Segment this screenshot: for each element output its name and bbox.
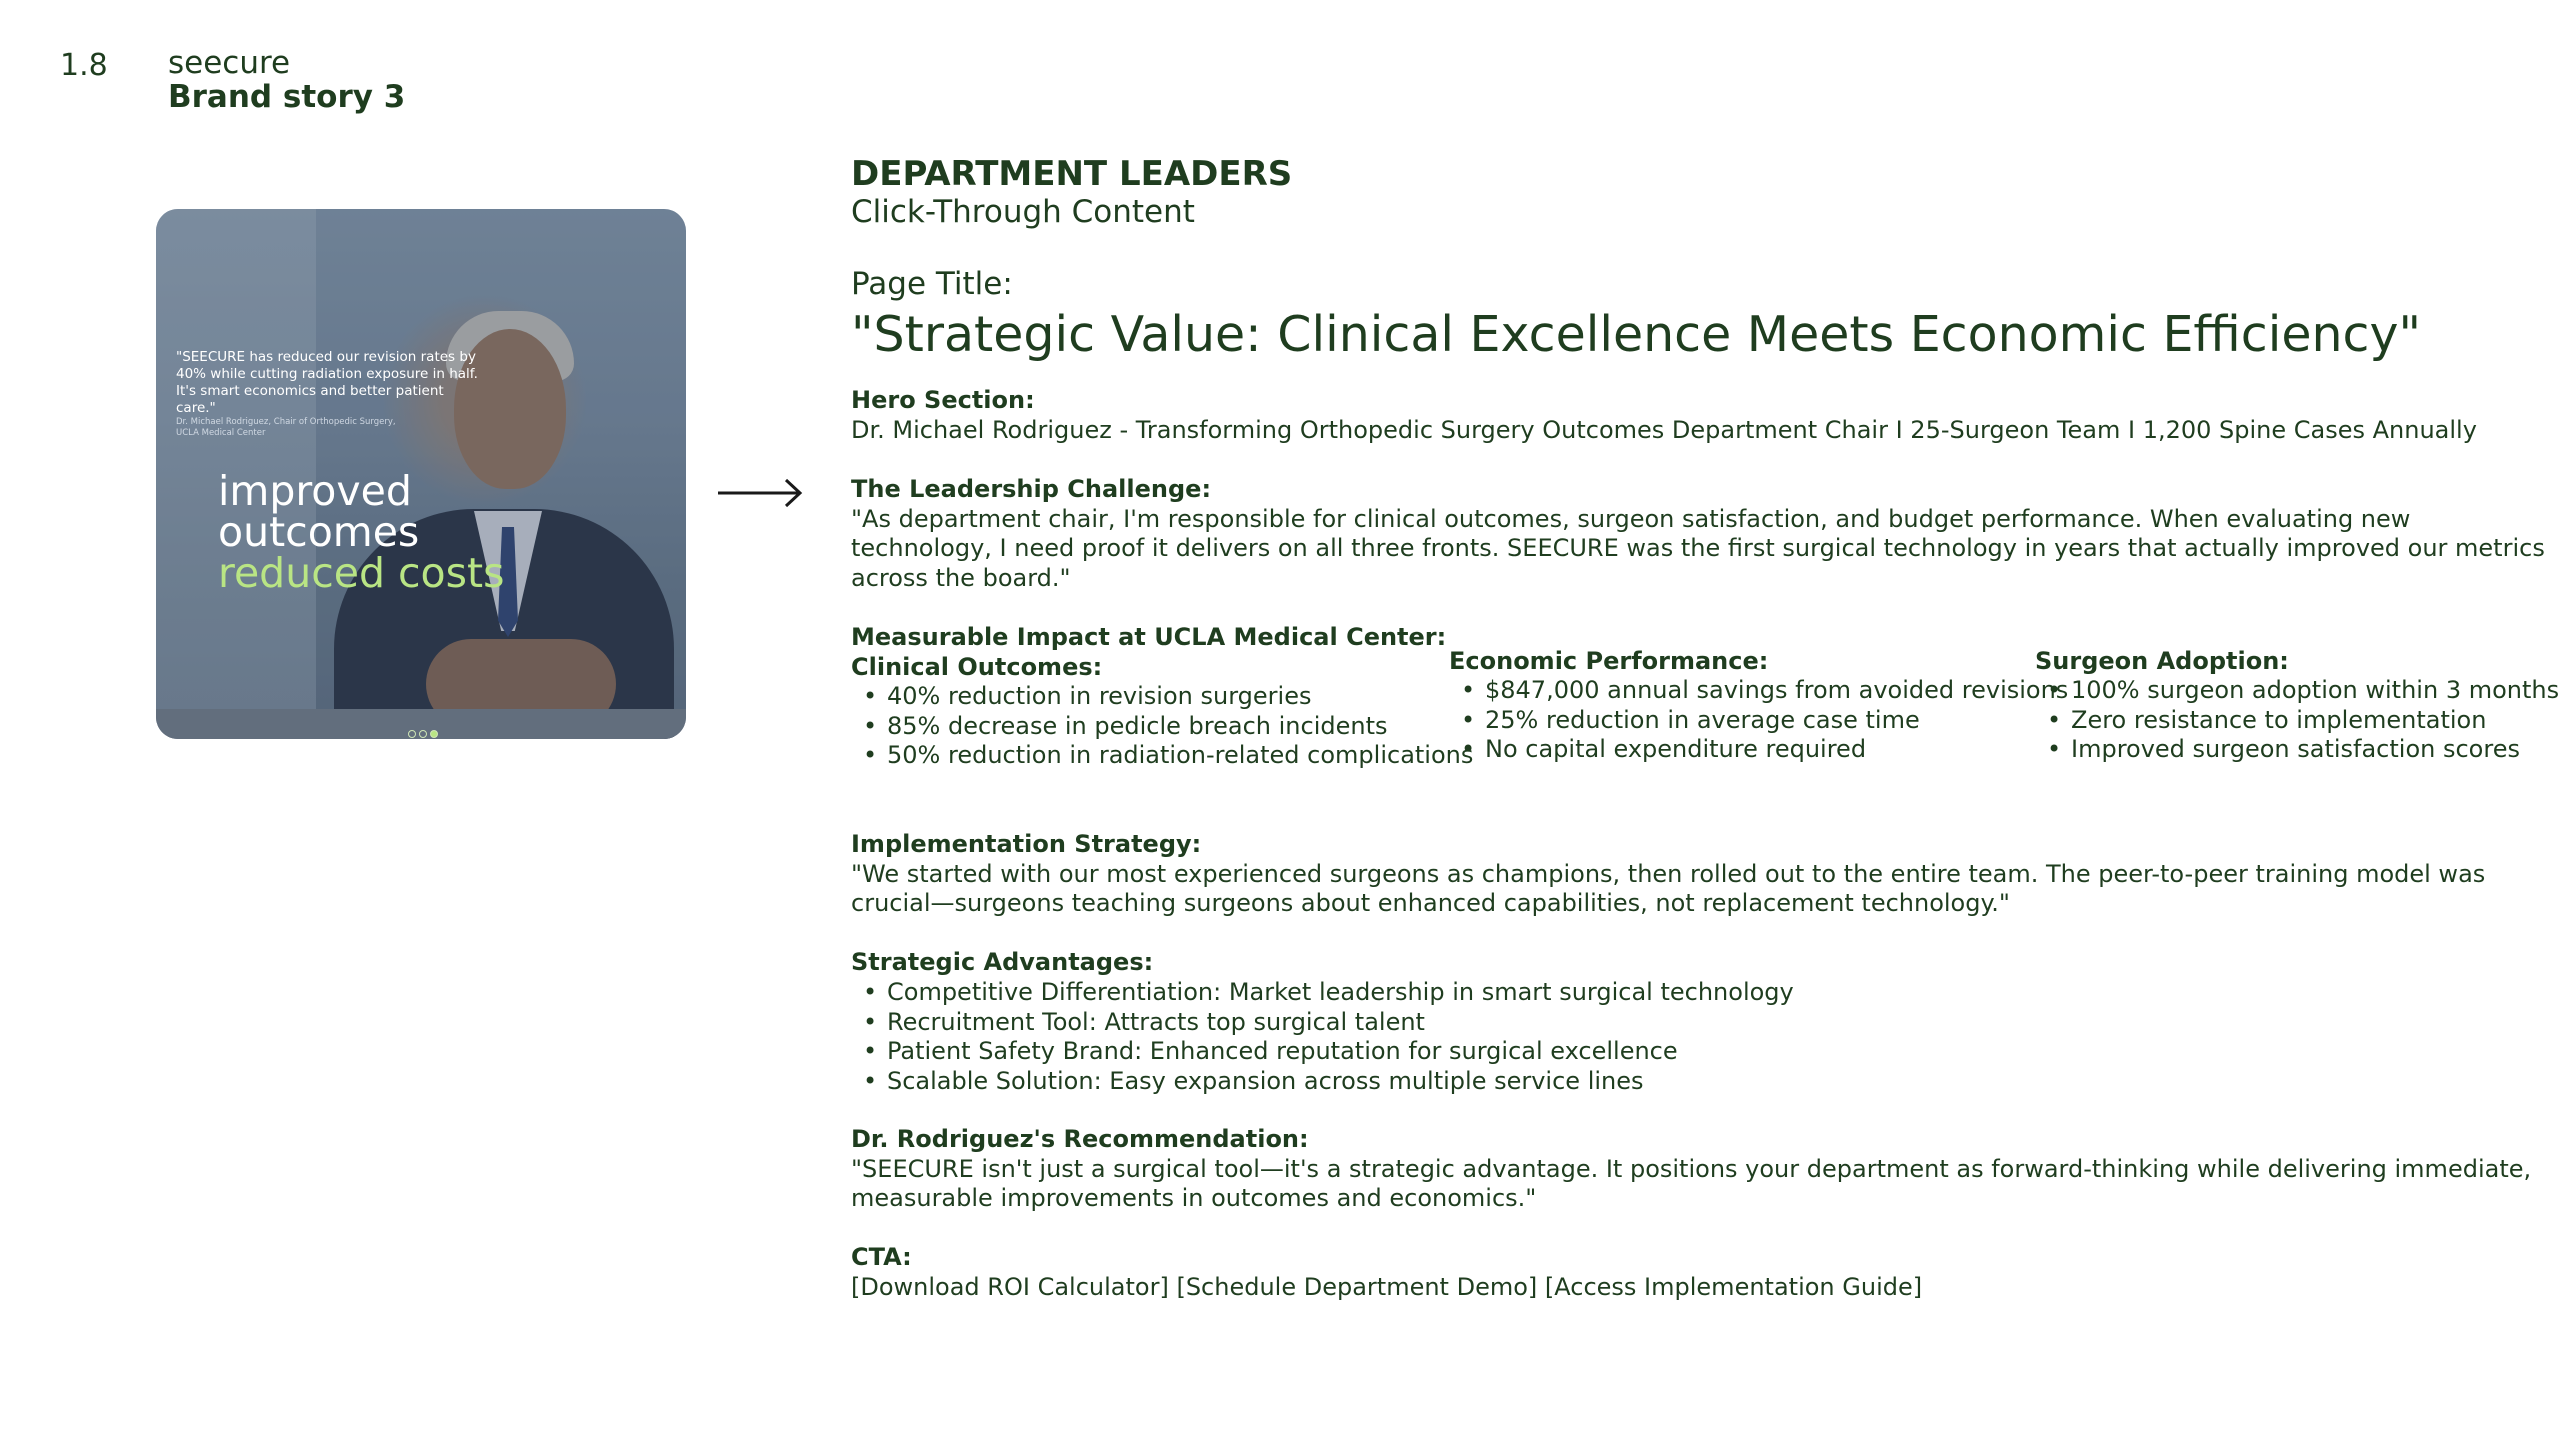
list-item: • 40% reduction in revision surgeries (851, 682, 1473, 712)
recommendation-heading: Dr. Rodriguez's Recommendation: (851, 1125, 1309, 1153)
page-number: 1.8 (60, 48, 108, 83)
list-item: • 25% reduction in average case time (1449, 706, 2068, 736)
headline-line-3: reduced costs (218, 549, 505, 597)
carousel-dot-active[interactable] (430, 730, 438, 738)
headline-line-1: improved (218, 467, 412, 515)
economic-heading: Economic Performance: (1449, 647, 1769, 675)
implementation-guide-button[interactable]: [Access Implementation Guide] (1544, 1273, 1923, 1301)
economic-list (1449, 676, 2068, 765)
brand-block (168, 46, 405, 114)
list-item: • 85% decrease in pedicle breach incidents (851, 712, 1473, 742)
list-item: • Patient Safety Brand: Enhanced reputation for surgical excellence (851, 1037, 1794, 1067)
headline-line-2: outcomes (218, 508, 420, 556)
clinical-heading: Clinical Outcomes: (851, 653, 1103, 681)
challenge-heading: The Leadership Challenge: (851, 475, 1212, 503)
page-title: "Strategic Value: Clinical Excellence Meets Economic Efficiency" (851, 306, 2422, 363)
challenge-line: technology, I need proof it delivers on all three fronts. SEECURE was the first surgical technology in years that actually improved our metrics (851, 534, 2545, 562)
carousel-dot[interactable] (419, 730, 427, 738)
challenge-line: "As department chair, I'm responsible for clinical outcomes, surgeon satisfaction, and budget performance. When evaluating new (851, 505, 2411, 533)
right-arrow-icon (716, 476, 804, 514)
page-title-label: Page Title: (851, 266, 1013, 302)
carousel-dot[interactable] (408, 730, 416, 738)
card-quote: "SEECURE has reduced our revision rates by 40% while cutting radiation exposure in half. It's smart economics and better patient care." (176, 349, 478, 416)
list-item: • Recruitment Tool: Attracts top surgical talent (851, 1008, 1794, 1038)
list-item: • Improved surgeon satisfaction scores (2035, 735, 2559, 765)
list-item: • Zero resistance to implementation (2035, 706, 2559, 736)
brand-subtitle: Brand story 3 (168, 79, 406, 115)
list-item: • 50% reduction in radiation-related complications (851, 741, 1473, 771)
recommendation-line: measurable improvements in outcomes and economics." (851, 1184, 1537, 1212)
list-item: • Scalable Solution: Easy expansion across multiple service lines (851, 1067, 1794, 1097)
carousel-dots[interactable] (408, 723, 441, 739)
hero-image-card (156, 209, 686, 739)
list-item: • 100% surgeon adoption within 3 months (2035, 676, 2559, 706)
advantages-list (851, 978, 1794, 1096)
impact-heading: Measurable Impact at UCLA Medical Center: (851, 623, 1447, 651)
implementation-heading: Implementation Strategy: (851, 830, 1202, 858)
advantages-heading: Strategic Advantages: (851, 948, 1154, 976)
adoption-heading: Surgeon Adoption: (2035, 647, 2289, 675)
cta-row (851, 1273, 1922, 1303)
schedule-demo-button[interactable]: [Schedule Department Demo] (1176, 1273, 1538, 1301)
clinical-list (851, 682, 1473, 771)
cta-heading: CTA: (851, 1243, 912, 1271)
list-item: • No capital expenditure required (1449, 735, 2068, 765)
card-attribution: Dr. Michael Rodriguez, Chair of Orthopedic Surgery, UCLA Medical Center (176, 417, 396, 438)
hero-text: Dr. Michael Rodriguez - Transforming Orthopedic Surgery Outcomes Department Chair I 25-Surgeon Team I 1,200 Spine Cases Annually (851, 416, 2477, 444)
download-roi-calculator-button[interactable]: [Download ROI Calculator] (851, 1273, 1169, 1301)
hero-heading: Hero Section: (851, 386, 1035, 414)
implementation-line: crucial—surgeons teaching surgeons about enhanced capabilities, not replacement technology." (851, 889, 2010, 917)
adoption-list (2035, 676, 2559, 765)
brand-name: seecure (168, 45, 291, 81)
implementation-line: "We started with our most experienced surgeons as champions, then rolled out to the entire team. The peer-to-peer training model was (851, 860, 2486, 888)
card-headline (218, 467, 505, 597)
recommendation-line: "SEECURE isn't just a surgical tool—it's a strategic advantage. It positions your department as forward-thinking while delivering immediate, (851, 1155, 2532, 1183)
audience-subtitle: Click-Through Content (851, 194, 1195, 230)
audience-title: DEPARTMENT LEADERS (851, 154, 1293, 194)
challenge-line: across the board." (851, 564, 1071, 592)
list-item: • Competitive Differentiation: Market leadership in smart surgical technology (851, 978, 1794, 1008)
list-item: • $847,000 annual savings from avoided revisions (1449, 676, 2068, 706)
